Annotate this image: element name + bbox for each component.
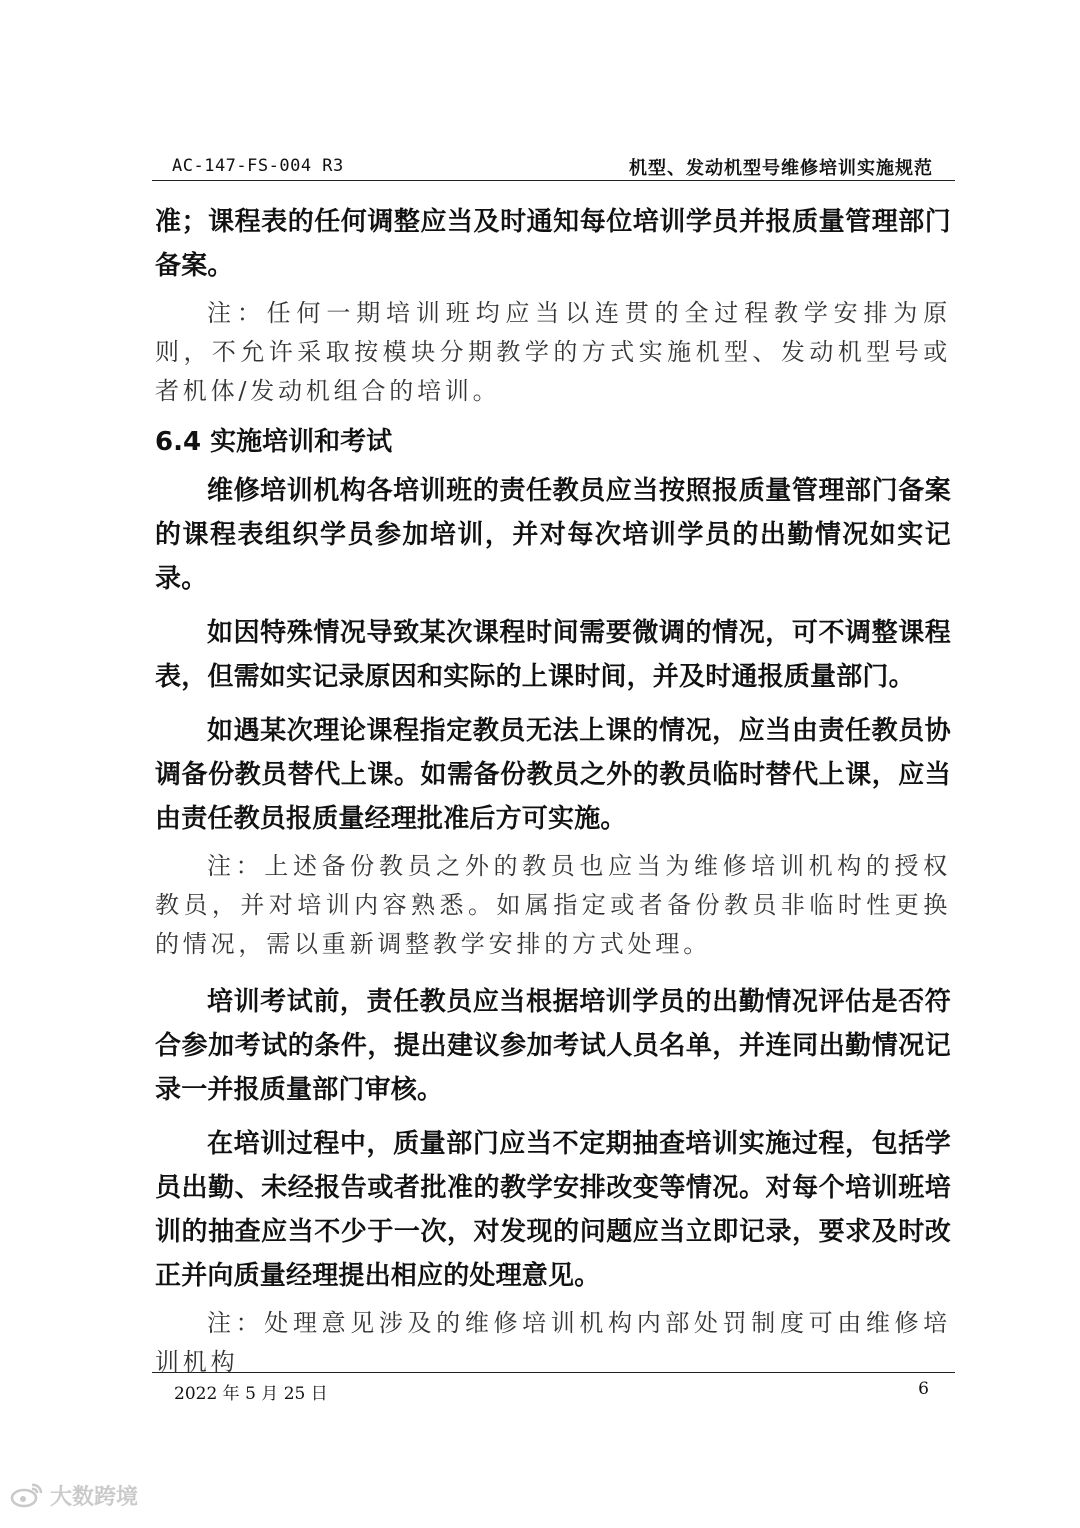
body-paragraph: 在培训过程中，质量部门应当不定期抽查培训实施过程，包括学员出勤、未经报告或者批准的教学安排改变等情况。对每个培训班培训的抽查应当不少于一次，对发现的问题应当立即记录，要求及时改正并向质量经理提出相应的处理意见。 [155,1129,951,1291]
watermark [10,1478,138,1512]
page-body [155,200,951,1388]
document-title: 机型、发动机型号维修培训实施规范 [629,158,933,179]
paragraph-continued: 准；课程表的任何调整应当及时通知每位培训学员并报质量管理部门备案。 [155,207,951,281]
body-paragraph: 维修培训机构各培训班的责任教员应当按照报质量管理部门备案的课程表组织学员参加培训，并对每次培训学员的出勤情况如实记录。 [155,476,951,594]
footer-date: 2022 年 5 月 25 日 [174,1384,328,1404]
document-id: AC-147-FS-004 R3 [172,156,344,176]
section-heading: 6.4 实施培训和考试 [155,427,393,457]
page-number: 6 [918,1379,929,1399]
body-paragraph: 如遇某次理论课程指定教员无法上课的情况，应当由责任教员协调备份教员替代上课。如需备份教员之外的教员临时替代上课，应当由责任教员报质量经理批准后方可实施。 [155,716,951,834]
page-header [152,150,955,181]
watermark-text: 大数跨境 [50,1484,139,1510]
page-footer [152,1372,955,1405]
note-paragraph: 注：上述备份教员之外的教员也应当为维修培训机构的授权教员，并对培训内容熟悉。如属指定或者备份教员非临时性更换的情况，需以重新调整教学安排的方式处理。 [155,852,951,958]
body-paragraph: 如因特殊情况导致某次课程时间需要微调的情况，可不调整课程表，但需如实记录原因和实际的上课时间，并及时通报质量部门。 [155,618,951,692]
note-paragraph: 注：处理意见涉及的维修培训机构内部处罚制度可由维修培训机构 [155,1309,951,1376]
note-paragraph: 注：任何一期培训班均应当以连贯的全过程教学安排为原则，不允许采取按模块分期教学的方式实施机型、发动机型号或者机体/发动机组合的培训。 [155,299,951,405]
body-paragraph: 培训考试前，责任教员应当根据培训学员的出勤情况评估是否符合参加考试的条件，提出建议参加考试人员名单，并连同出勤情况记录一并报质量部门审核。 [155,987,951,1105]
weibo-logo-icon [10,1481,44,1509]
